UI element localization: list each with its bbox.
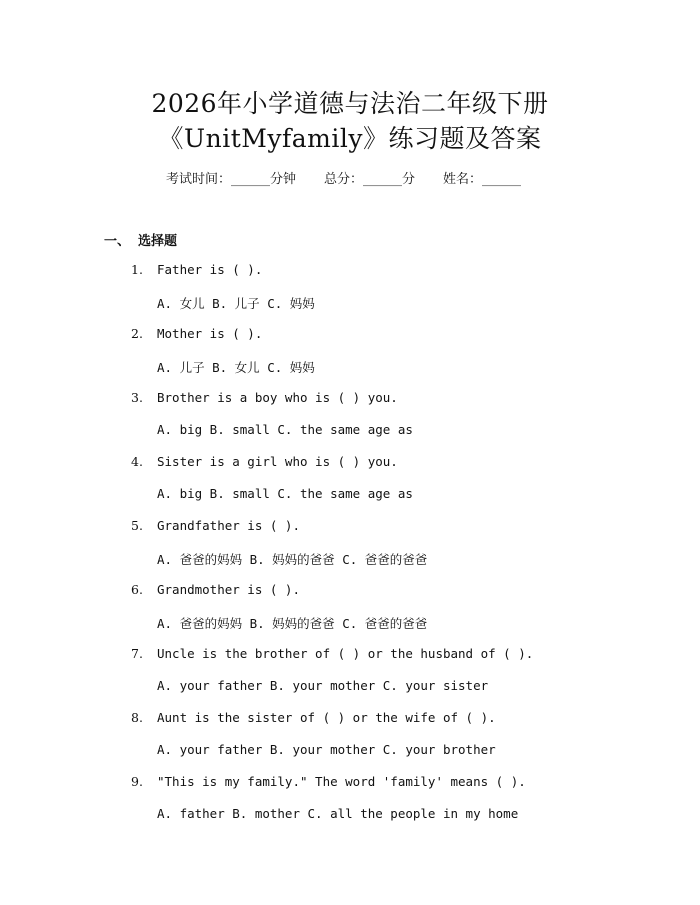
document-title-line-1: 2026年小学道德与法治二年级下册: [151, 89, 549, 118]
exam-time-field: 考试时间：______分钟: [166, 172, 297, 187]
question-text: Aunt is the sister of ( ) or the wife of ( ).: [157, 710, 496, 725]
question-row: [0, 518, 700, 550]
options-text: A. 女儿 B. 儿子 C. 妈妈: [157, 296, 315, 311]
question-text: Mother is ( ).: [157, 326, 263, 341]
question-options: [0, 486, 700, 518]
question-row: [0, 646, 700, 678]
question-text: Brother is a boy who is ( ) you.: [157, 390, 398, 405]
exam-meta: [166, 168, 521, 187]
question-options: [0, 806, 700, 838]
section-heading: [104, 230, 177, 249]
question-text: Sister is a girl who is ( ) you.: [157, 454, 398, 469]
question-text: Uncle is the brother of ( ) or the husband of ( ).: [157, 646, 534, 661]
question-number: 5.: [131, 518, 143, 533]
question-options: [0, 678, 700, 710]
question-text: Father is ( ).: [157, 262, 263, 277]
question-row: [0, 582, 700, 614]
question-text: Grandfather is ( ).: [157, 518, 300, 533]
question-options: [0, 550, 700, 582]
question-row: [0, 454, 700, 486]
question-row: [0, 262, 700, 294]
question-number: 9.: [131, 774, 143, 789]
question-number: 3.: [131, 390, 143, 405]
total-score-field: 总分：______分: [324, 172, 416, 187]
question-row: [0, 710, 700, 742]
question-number: 8.: [131, 710, 143, 725]
document-title-line-2: 《UnitMyfamily》练习题及答案: [158, 124, 542, 153]
question-number: 6.: [131, 582, 143, 597]
question-options: [0, 422, 700, 454]
question-options: [0, 742, 700, 774]
question-text: "This is my family." The word 'family' means ( ).: [157, 774, 526, 789]
question-number: 4.: [131, 454, 143, 469]
question-text: Grandmother is ( ).: [157, 582, 300, 597]
options-text: A. big B. small C. the same age as: [157, 422, 413, 437]
question-row: [0, 326, 700, 358]
question-options: [0, 358, 700, 390]
options-text: A. 儿子 B. 女儿 C. 妈妈: [157, 360, 315, 375]
question-options: [0, 614, 700, 646]
question-number: 2.: [131, 326, 143, 341]
options-text: A. big B. small C. the same age as: [157, 486, 413, 501]
options-text: A. 爸爸的妈妈 B. 妈妈的爸爸 C. 爸爸的爸爸: [157, 616, 428, 631]
question-row: [0, 390, 700, 422]
question-number: 1.: [131, 262, 143, 277]
options-text: A. your father B. your mother C. your sister: [157, 678, 489, 693]
question-list: [0, 262, 700, 838]
section-number: 一、: [104, 234, 131, 249]
question-number: 7.: [131, 646, 143, 661]
options-text: A. your father B. your mother C. your brother: [157, 742, 496, 757]
options-text: A. 爸爸的妈妈 B. 妈妈的爸爸 C. 爸爸的爸爸: [157, 552, 428, 567]
section-title: 选择题: [138, 234, 178, 249]
question-row: [0, 774, 700, 806]
question-options: [0, 294, 700, 326]
options-text: A. father B. mother C. all the people in my home: [157, 806, 519, 821]
student-name-field: 姓名：______: [443, 172, 522, 187]
